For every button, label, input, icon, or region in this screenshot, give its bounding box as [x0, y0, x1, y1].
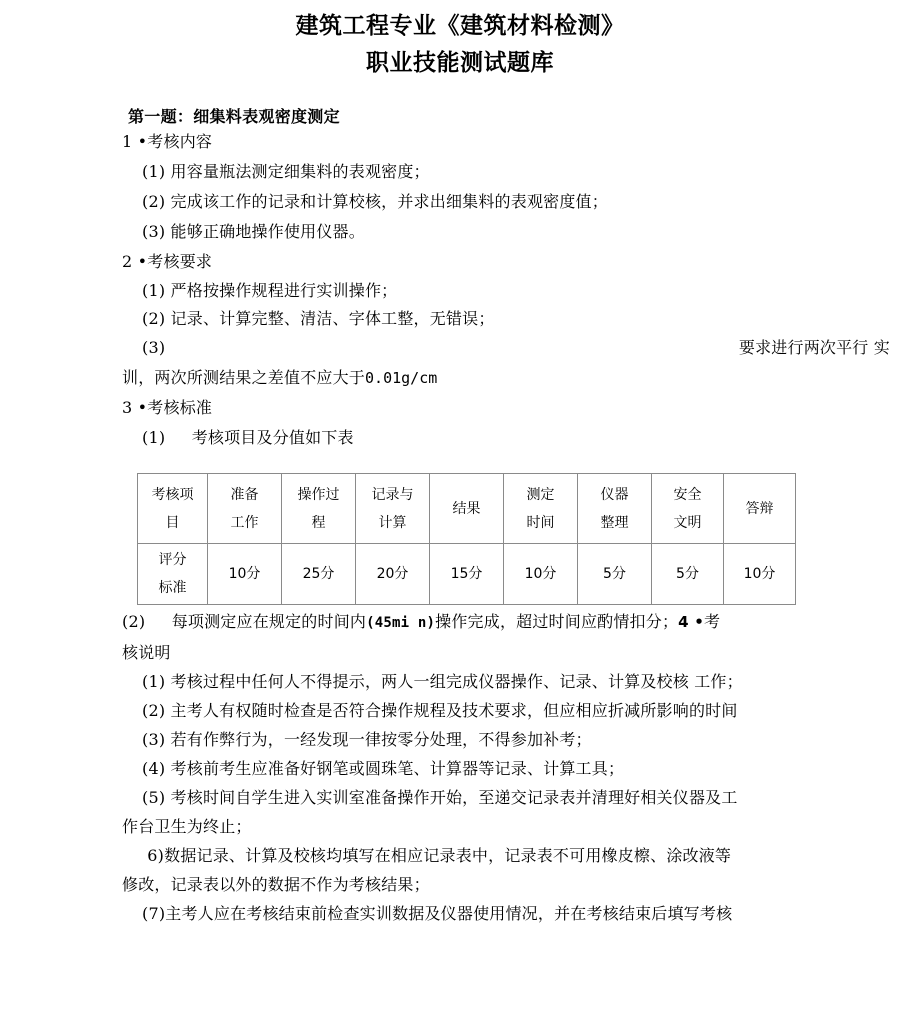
subsection-4-item-4: (4) 考核前考生应准备好钢笔或圆珠笔、计算器等记录、计算工具；	[142, 759, 625, 778]
table-data-row-label-line-2: 标准	[158, 580, 187, 596]
assessment-score-table	[137, 473, 796, 605]
table-header-cell-5-line-1: 测定	[526, 486, 555, 503]
document-title	[0, 0, 920, 82]
table-header-cell-2-line-1: 操作过	[297, 486, 340, 503]
subsection-4-item-2: (2) 主考人有权随时检查是否符合操作规程及技术要求，但应相应折减所影响的时间	[142, 701, 738, 720]
subsection-4-item-7: (7)主考人应在考核结束前检查实训数据及仪器使用情况，并在考核结束后填写考核	[142, 904, 733, 923]
table-header-cell-3	[356, 474, 430, 544]
table-score-cell-5: 10分	[504, 544, 578, 605]
table-header-cell-6-line-1: 仪器	[600, 486, 629, 503]
subsection-2-item-1: (1) 严格按操作规程进行实训操作；	[142, 281, 398, 300]
subsection-3-heading: 3 •考核标准	[122, 398, 213, 417]
subsection-4-item-5: (5) 考核时间自学生进入实训室准备操作开始，至递交记录表并清理好相关仪器及工	[142, 788, 738, 807]
table-header-cell-4	[430, 474, 504, 544]
document-title-line-2: 职业技能测试题库	[366, 50, 554, 76]
table-header-cell-8	[724, 474, 796, 544]
subsection-4-item-3: (3) 若有作弊行为，一经发现一律按零分处理，不得参加补考；	[142, 730, 592, 749]
table-header-cell-1-line-2: 工作	[230, 514, 259, 531]
table-header-cell-6-line-2: 整理	[600, 514, 629, 531]
table-data-row-label-line-1: 评分	[158, 552, 187, 568]
table-header-cell-2-line-2: 程	[311, 514, 326, 531]
subsection-3-item-2-middle: 操作完成，超过时间应酌情扣分；	[435, 612, 679, 631]
table-header-cell-1-line-1: 准备	[230, 486, 259, 503]
score-table-container	[0, 473, 920, 605]
table-data-row-label	[138, 544, 208, 605]
subsection-3-item-2-prefix: (2) 每项测定应在规定的时间内	[122, 612, 367, 631]
table-score-cell-1: 10分	[208, 544, 282, 605]
subsection-1-heading: 1 •考核内容	[122, 132, 213, 151]
subsection-4-item-1: (1) 考核过程中任何人不得提示，两人一组完成仪器操作、记录、计算及校核 工作；	[142, 672, 743, 691]
document-title-line-1: 建筑工程专业《建筑材料检测》	[295, 13, 625, 39]
table-header-cell-7-line-1: 安全	[673, 486, 702, 503]
subsection-4-item-6: 6)数据记录、计算及校核均填写在相应记录表中，记录表不可用橡皮檫、涂改液等	[142, 846, 732, 865]
table-score-cell-3: 20分	[356, 544, 430, 605]
table-header-row-label	[138, 474, 208, 544]
table-header-cell-7-line-2: 文明	[673, 514, 702, 531]
subsection-2-item-3-continued	[122, 363, 892, 393]
subsection-1-item-1: (1) 用容量瓶法测定细集料的表观密度；	[142, 162, 430, 181]
subsection-2-item-3-label: (3)	[142, 338, 166, 357]
subsection-2-item-3-text: 要求进行两次平行 实	[738, 338, 890, 357]
table-header-cell-6	[578, 474, 652, 544]
table-header-row-label-line-1: 考核项	[151, 486, 194, 503]
subsection-4-heading-continued: 核说明	[122, 643, 171, 662]
subsection-2-item-3-continued-text: 训，两次所测结果之差值不应大于	[122, 368, 366, 387]
table-header-cell-5	[504, 474, 578, 544]
table-header-row-label-line-2: 目	[165, 514, 180, 531]
table-score-cell-7: 5分	[652, 544, 724, 605]
density-tolerance-value: 0.01g/cm	[365, 369, 438, 387]
subsection-4-item-5-continued: 作台卫生为终止；	[122, 817, 252, 836]
test-duration-value: (45mi n)	[366, 615, 436, 631]
table-row-scores	[138, 544, 796, 605]
subsection-4-number: 4 •	[678, 613, 705, 631]
table-header-cell-2	[282, 474, 356, 544]
table-score-cell-2: 25分	[282, 544, 356, 605]
table-header-cell-1	[208, 474, 282, 544]
table-score-cell-8: 10分	[724, 544, 796, 605]
table-row-header	[138, 474, 796, 544]
subsection-2-heading: 2 •考核要求	[122, 252, 213, 271]
table-score-cell-6: 5分	[578, 544, 652, 605]
subsection-4-item-6-continued: 修改，记录表以外的数据不作为考核结果；	[122, 875, 430, 894]
table-header-cell-5-line-2: 时间	[526, 514, 555, 531]
subsection-3-item-1: (1) 考核项目及分值如下表	[142, 428, 354, 447]
table-score-cell-4: 15分	[430, 544, 504, 605]
subsection-1-item-3: (3) 能够正确地操作使用仪器。	[142, 222, 365, 241]
table-header-cell-7	[652, 474, 724, 544]
document-body-continued	[0, 607, 920, 928]
subsection-2-item-3	[122, 333, 892, 363]
subsection-1-item-2: (2) 完成该工作的记录和计算校核，并求出细集料的表观密度值；	[142, 192, 608, 211]
table-header-cell-4-line-1: 结果	[452, 500, 481, 517]
subsection-2-item-2: (2) 记录、计算完整、清洁、字体工整，无错误；	[142, 309, 495, 328]
document-body	[0, 127, 920, 453]
table-header-cell-3-line-1: 记录与	[371, 486, 414, 503]
subsection-3-item-2	[122, 607, 892, 638]
table-header-cell-8-line-1: 答辩	[745, 500, 774, 517]
subsection-4-heading-tail: 考	[704, 612, 721, 631]
table-header-cell-3-line-2: 计算	[378, 514, 407, 531]
question-heading: 第一题：细集料表观密度测定	[128, 107, 340, 126]
